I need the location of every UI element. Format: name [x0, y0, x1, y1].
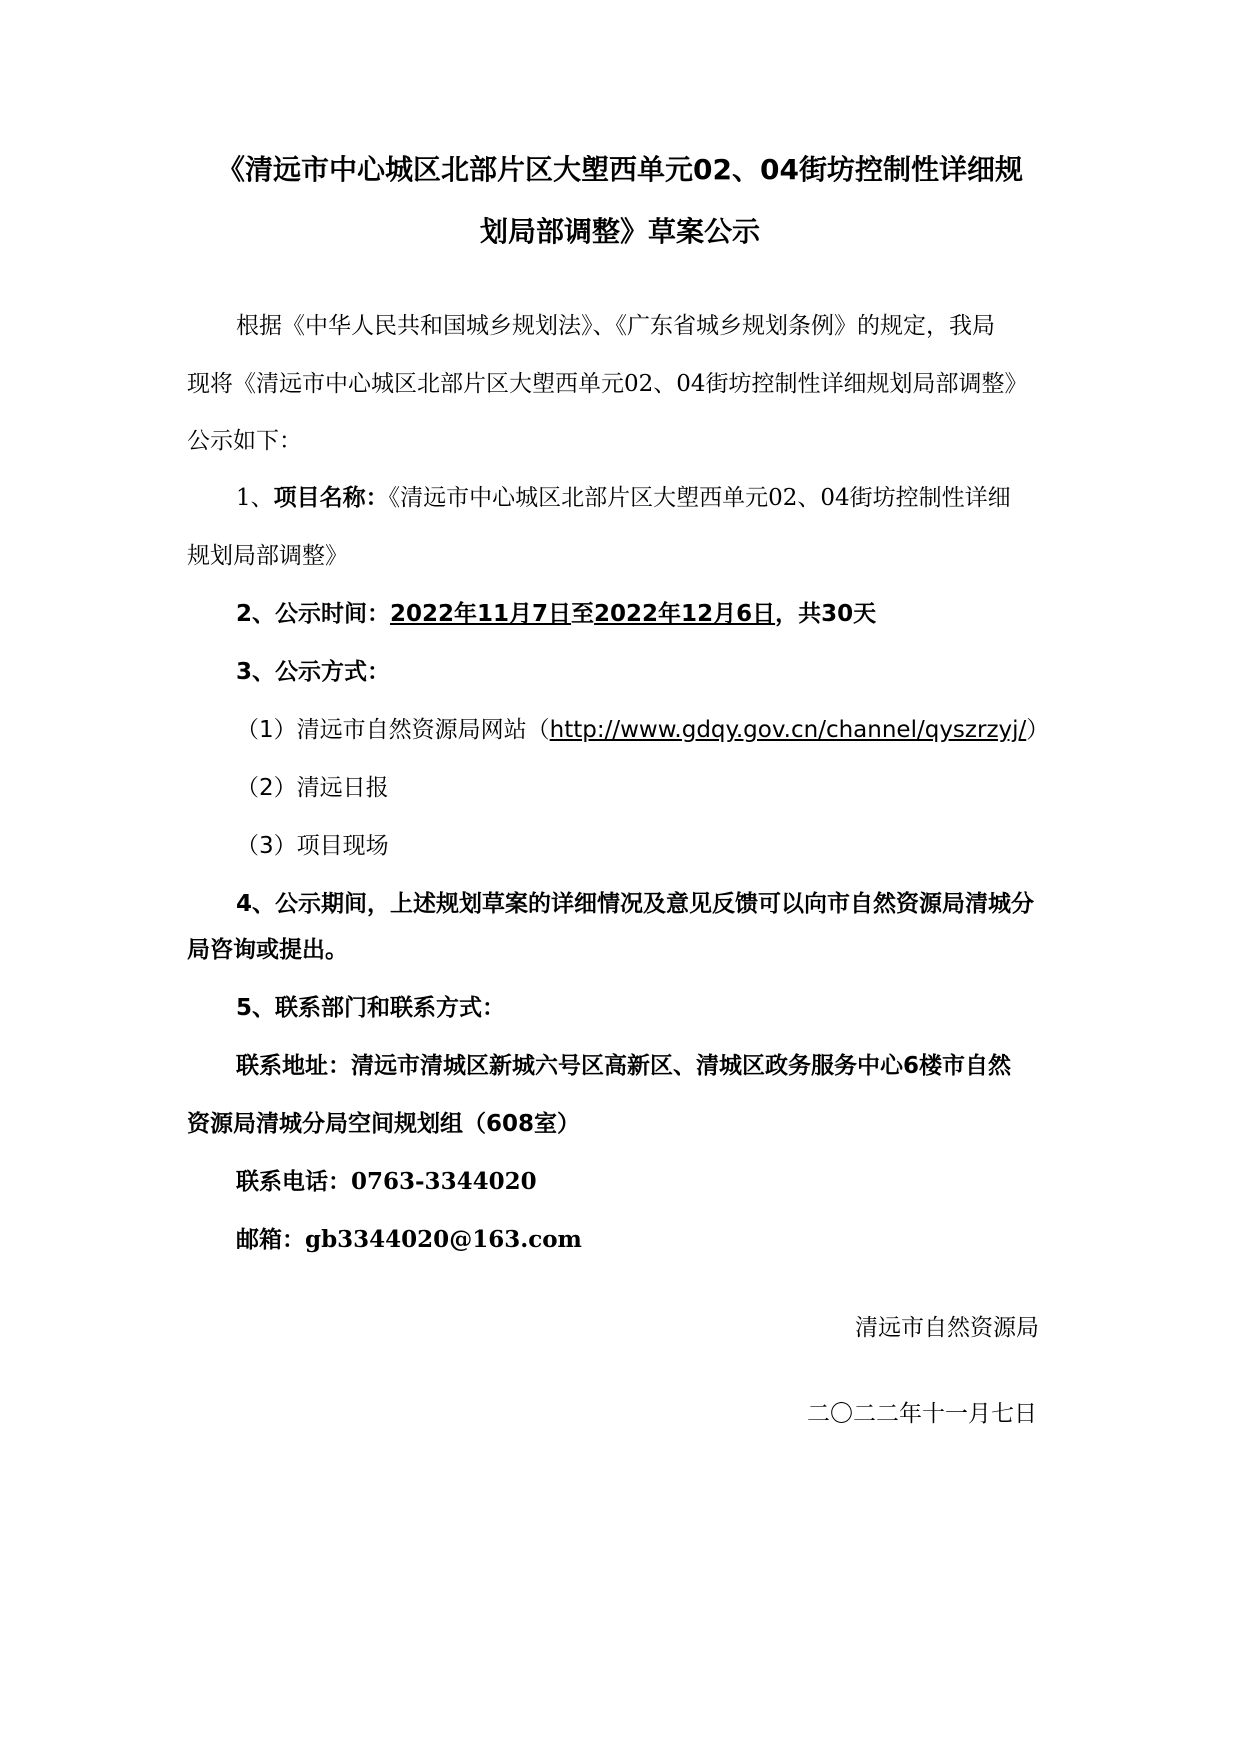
phone-label: 联系电话：: [236, 1169, 351, 1195]
method-1-suffix: ）: [1026, 717, 1050, 743]
item-3-label: 3、公示方式：: [236, 659, 391, 685]
item-1-prefix: 1、: [236, 485, 274, 511]
email-label: 邮箱：: [236, 1227, 305, 1253]
item-1-line-1: [236, 482, 1011, 514]
contact-email: [236, 1224, 582, 1256]
signature-date: 二〇二二年十一月七日: [807, 1401, 1037, 1427]
method-2-newspaper: （2）清远日报: [236, 775, 389, 801]
item-1-project-name: 《清远市中心城区北部片区大塱西单元02、04街坊控制性详细: [388, 485, 1011, 511]
website-link[interactable]: http://www.gdqy.gov.cn/channel/qyszrzyj/: [549, 717, 1027, 743]
period-to-text: 至: [571, 601, 595, 627]
phone-number: 0763-3344020: [351, 1168, 537, 1195]
item-4-line-2: 局咨询或提出。: [187, 937, 348, 963]
document-title-line-1: 《清远市中心城区北部片区大塱西单元02、04街坊控制性详细规: [217, 153, 1023, 186]
item-5-label: 5、联系部门和联系方式：: [236, 995, 506, 1021]
email-address: gb3344020@163.com: [305, 1226, 582, 1253]
contact-address-line-1: 联系地址：清远市清城区新城六号区高新区、清城区政务服务中心6楼市自然: [236, 1053, 1012, 1079]
intro-line-2: 现将《清远市中心城区北部片区大塱西单元02、04街坊控制性详细规划局部调整》: [187, 371, 1028, 397]
item-1-label: 项目名称：: [273, 485, 389, 511]
signature-organization: 清远市自然资源局: [855, 1315, 1039, 1341]
period-start-date: 2022年11月7日: [390, 601, 572, 627]
contact-address-line-2: 资源局清城分局空间规划组（608室）: [187, 1111, 581, 1137]
method-1-prefix: （1）清远市自然资源局网站（: [236, 717, 550, 743]
method-1-website: [236, 714, 1049, 746]
item-4-line-1: 4、公示期间，上述规划草案的详细情况及意见反馈可以向市自然资源局清城分: [236, 891, 1035, 917]
method-3-site: （3）项目现场: [236, 833, 389, 859]
period-duration: ，共30天: [775, 601, 877, 627]
period-end-date: 2022年12月6日: [594, 601, 776, 627]
item-2-label: 2、公示时间：: [236, 601, 391, 627]
item-1-line-2: 规划局部调整》: [187, 543, 348, 569]
intro-line-3: 公示如下：: [187, 428, 302, 454]
contact-phone: [236, 1166, 537, 1198]
item-2-publicity-period: [236, 598, 876, 630]
intro-line-1: 根据《中华人民共和国城乡规划法》、《广东省城乡规划条例》的规定，我局: [236, 313, 995, 339]
document-title-line-2: 划局部调整》草案公示: [479, 215, 760, 248]
